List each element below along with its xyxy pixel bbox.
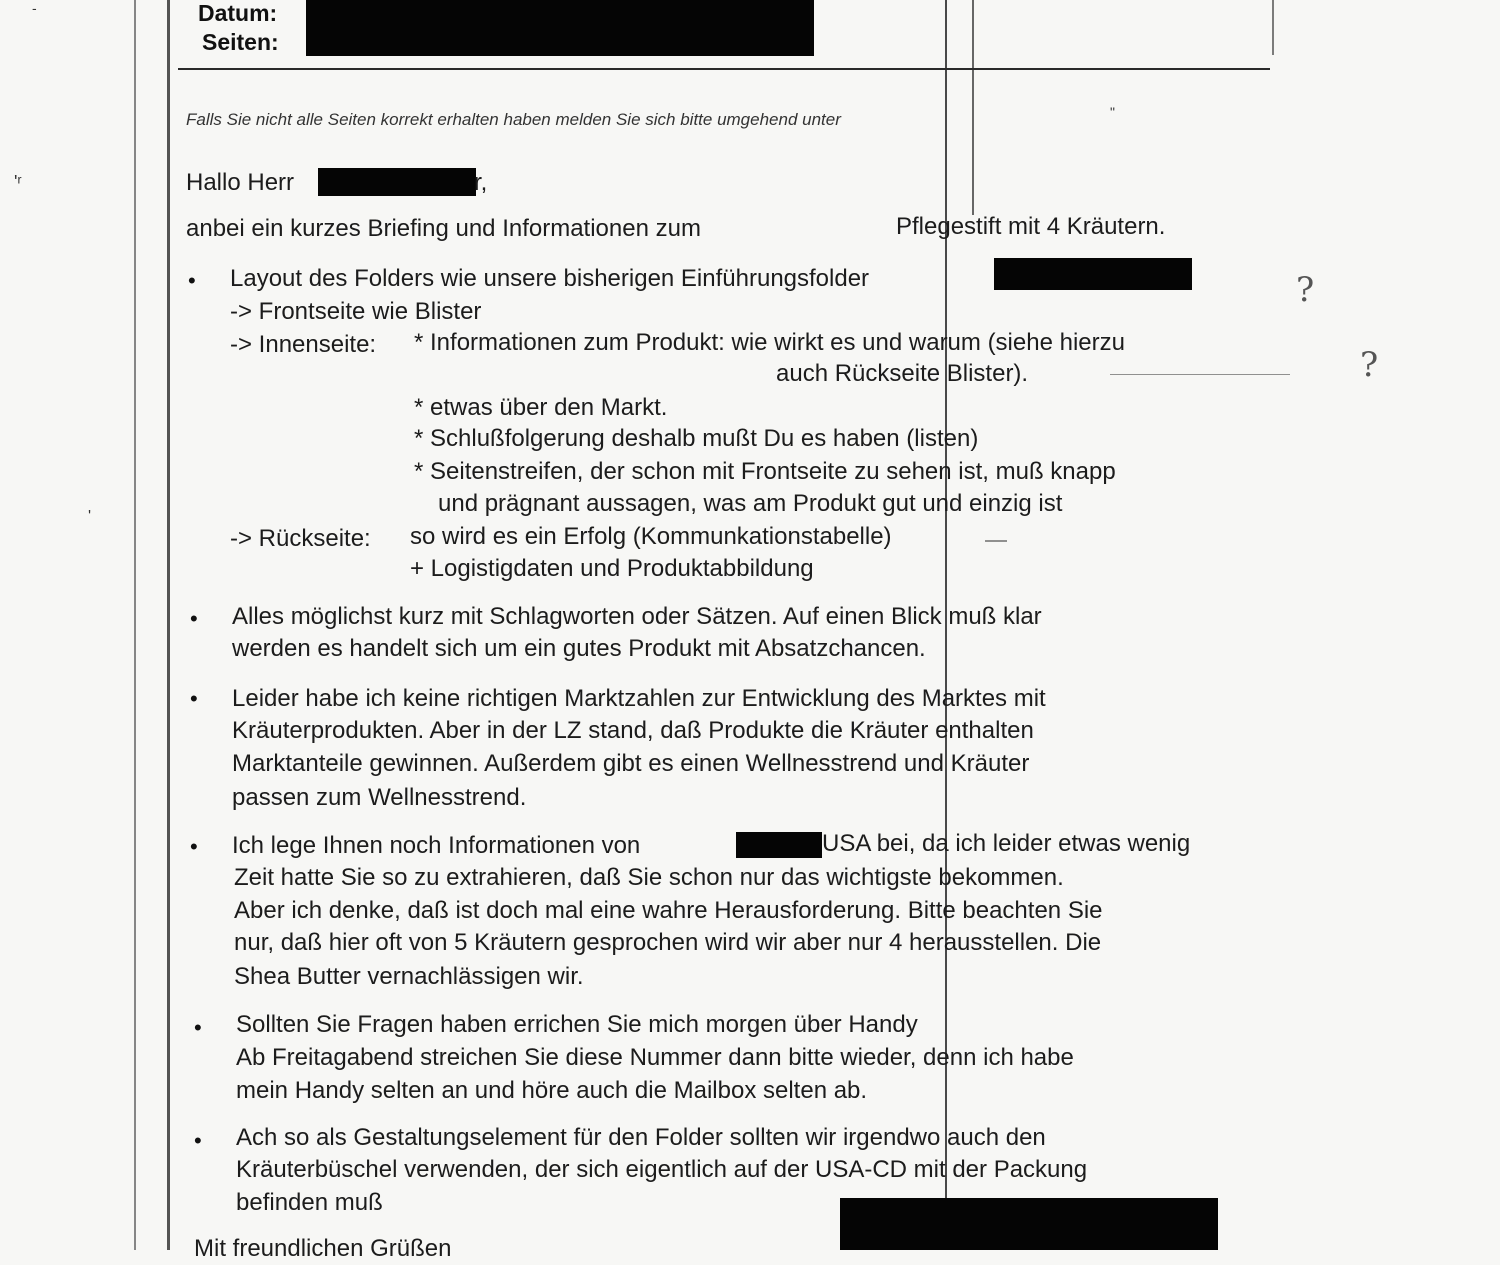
bullet3-line3: Marktanteile gewinnen. Außerdem gibt es einen Wellnesstrend und Kräuter: [232, 750, 1030, 777]
bullet-marker: •: [194, 1128, 202, 1153]
bullet1-line9b: so wird es ein Erfolg (Kommunkationstabelle): [410, 523, 892, 550]
bullet-marker: •: [194, 1015, 202, 1040]
bullet4-line1a: Ich lege Ihnen noch Informationen von: [232, 832, 641, 859]
left-margin-line: [134, 0, 136, 1250]
bullet6-line3: befinden muß: [236, 1189, 383, 1216]
bullet1-line3a: -> Innenseite:: [230, 331, 377, 358]
bullet-marker: •: [190, 606, 198, 631]
pages-label: Seiten:: [202, 29, 279, 55]
bullet1-line8: und prägnant aussagen, was am Produkt gut und einzig ist: [438, 490, 1063, 517]
bullet2-line2: werden es handelt sich um ein gutes Produkt mit Absatzchancen.: [232, 635, 926, 662]
handwritten-dash: [985, 540, 1007, 542]
greeting-prefix: Hallo Herr: [186, 169, 295, 196]
bullet5-line1: Sollten Sie Fragen haben errichen Sie mich morgen über Handy: [236, 1011, 918, 1038]
bullet1-line5: * etwas über den Markt.: [414, 394, 668, 421]
bullet3-line1: Leider habe ich keine richtigen Marktzahlen zur Entwicklung des Marktes mit: [232, 685, 1046, 712]
fax-notice: Falls Sie nicht alle Seiten korrekt erhalten haben melden Sie sich bitte umgehend unter: [186, 110, 841, 129]
recipient-name-redaction: [318, 168, 476, 196]
bullet4-line2: Zeit hatte Sie so zu extrahieren, daß Sie schon nur das wichtigste bekommen.: [234, 864, 1064, 891]
bullet2-line1: Alles möglichst kurz mit Schlagworten oder Sätzen. Auf einen Blick muß klar: [232, 603, 1042, 630]
bullet6-line1: Ach so als Gestaltungselement für den Folder sollten wir irgendwo auch den: [236, 1124, 1046, 1151]
notice-mark: ": [1110, 104, 1115, 120]
scan-speck: -: [32, 0, 37, 16]
bullet5-line3: mein Handy selten an und höre auch die Mailbox selten ab.: [236, 1077, 868, 1104]
right-margin-line: [1272, 0, 1274, 55]
bullet1-line2: -> Frontseite wie Blister: [230, 298, 482, 325]
intro-part2: Pflegestift mit 4 Kräutern.: [896, 213, 1166, 240]
closing-line: Mit freundlichen Grüßen: [194, 1235, 452, 1262]
bullet4-line5: Shea Butter vernachlässigen wir.: [234, 963, 584, 990]
signature-redaction: [840, 1198, 1218, 1250]
handwritten-question-mark-2: ?: [1360, 345, 1379, 385]
bullet1-line10: + Logistigdaten und Produktabbildung: [410, 555, 814, 582]
left-margin-line-inner: [167, 0, 170, 1250]
bullet1-line7: * Seitenstreifen, der schon mit Frontseite zu sehen ist, muß knapp: [414, 458, 1116, 485]
bullet1-line9a: -> Rückseite:: [230, 525, 371, 552]
intro-part1: anbei ein kurzes Briefing und Informationen zum: [186, 215, 701, 242]
scan-speck: ': [88, 508, 92, 525]
bullet4-line1b: USA bei, da ich leider etwas wenig: [822, 830, 1191, 857]
bullet1-line1: Layout des Folders wie unsere bisherigen Einführungsfolder: [230, 265, 870, 292]
header-rule: [178, 68, 1270, 70]
fold-line-short: [972, 0, 974, 215]
bullet4-line4: nur, daß hier oft von 5 Kräutern gesprochen wird wir aber nur 4 herausstellen. Die: [234, 929, 1102, 956]
bullet1-line6: * Schlußfolgerung deshalb mußt Du es haben (listen): [414, 425, 979, 452]
handwritten-arrow-line: [1110, 374, 1290, 375]
bullet6-line2: Kräuterbüschel verwenden, der sich eigentlich auf der USA-CD mit der Packung: [236, 1156, 1088, 1183]
greeting-suffix: r,: [474, 169, 488, 196]
header-redaction: [306, 0, 814, 56]
bullet1-line4: auch Rückseite Blister).: [776, 360, 1029, 387]
bullet-marker: •: [188, 268, 196, 293]
handwritten-question-mark: ?: [1296, 270, 1315, 310]
scan-speck: 'ʳ: [14, 172, 22, 192]
bullet3-line4: passen zum Wellnesstrend.: [232, 784, 527, 811]
bullet3-line2: Kräuterprodukten. Aber in der LZ stand, daß Produkte die Kräuter enthalten: [232, 717, 1034, 744]
bullet-marker: •: [190, 686, 198, 711]
folder-name-redaction: [994, 258, 1192, 290]
bullet-marker: •: [190, 834, 198, 859]
bullet4-line3: Aber ich denke, daß ist doch mal eine wahre Herausforderung. Bitte beachten Sie: [234, 897, 1103, 924]
bullet5-line2: Ab Freitagabend streichen Sie diese Nummer dann bitte wieder, denn ich habe: [236, 1044, 1074, 1071]
bullet1-line3b: * Informationen zum Produkt: wie wirkt es und warum (siehe hierzu: [414, 329, 1125, 356]
company-name-redaction: [736, 832, 822, 858]
date-label: Datum:: [198, 0, 278, 26]
